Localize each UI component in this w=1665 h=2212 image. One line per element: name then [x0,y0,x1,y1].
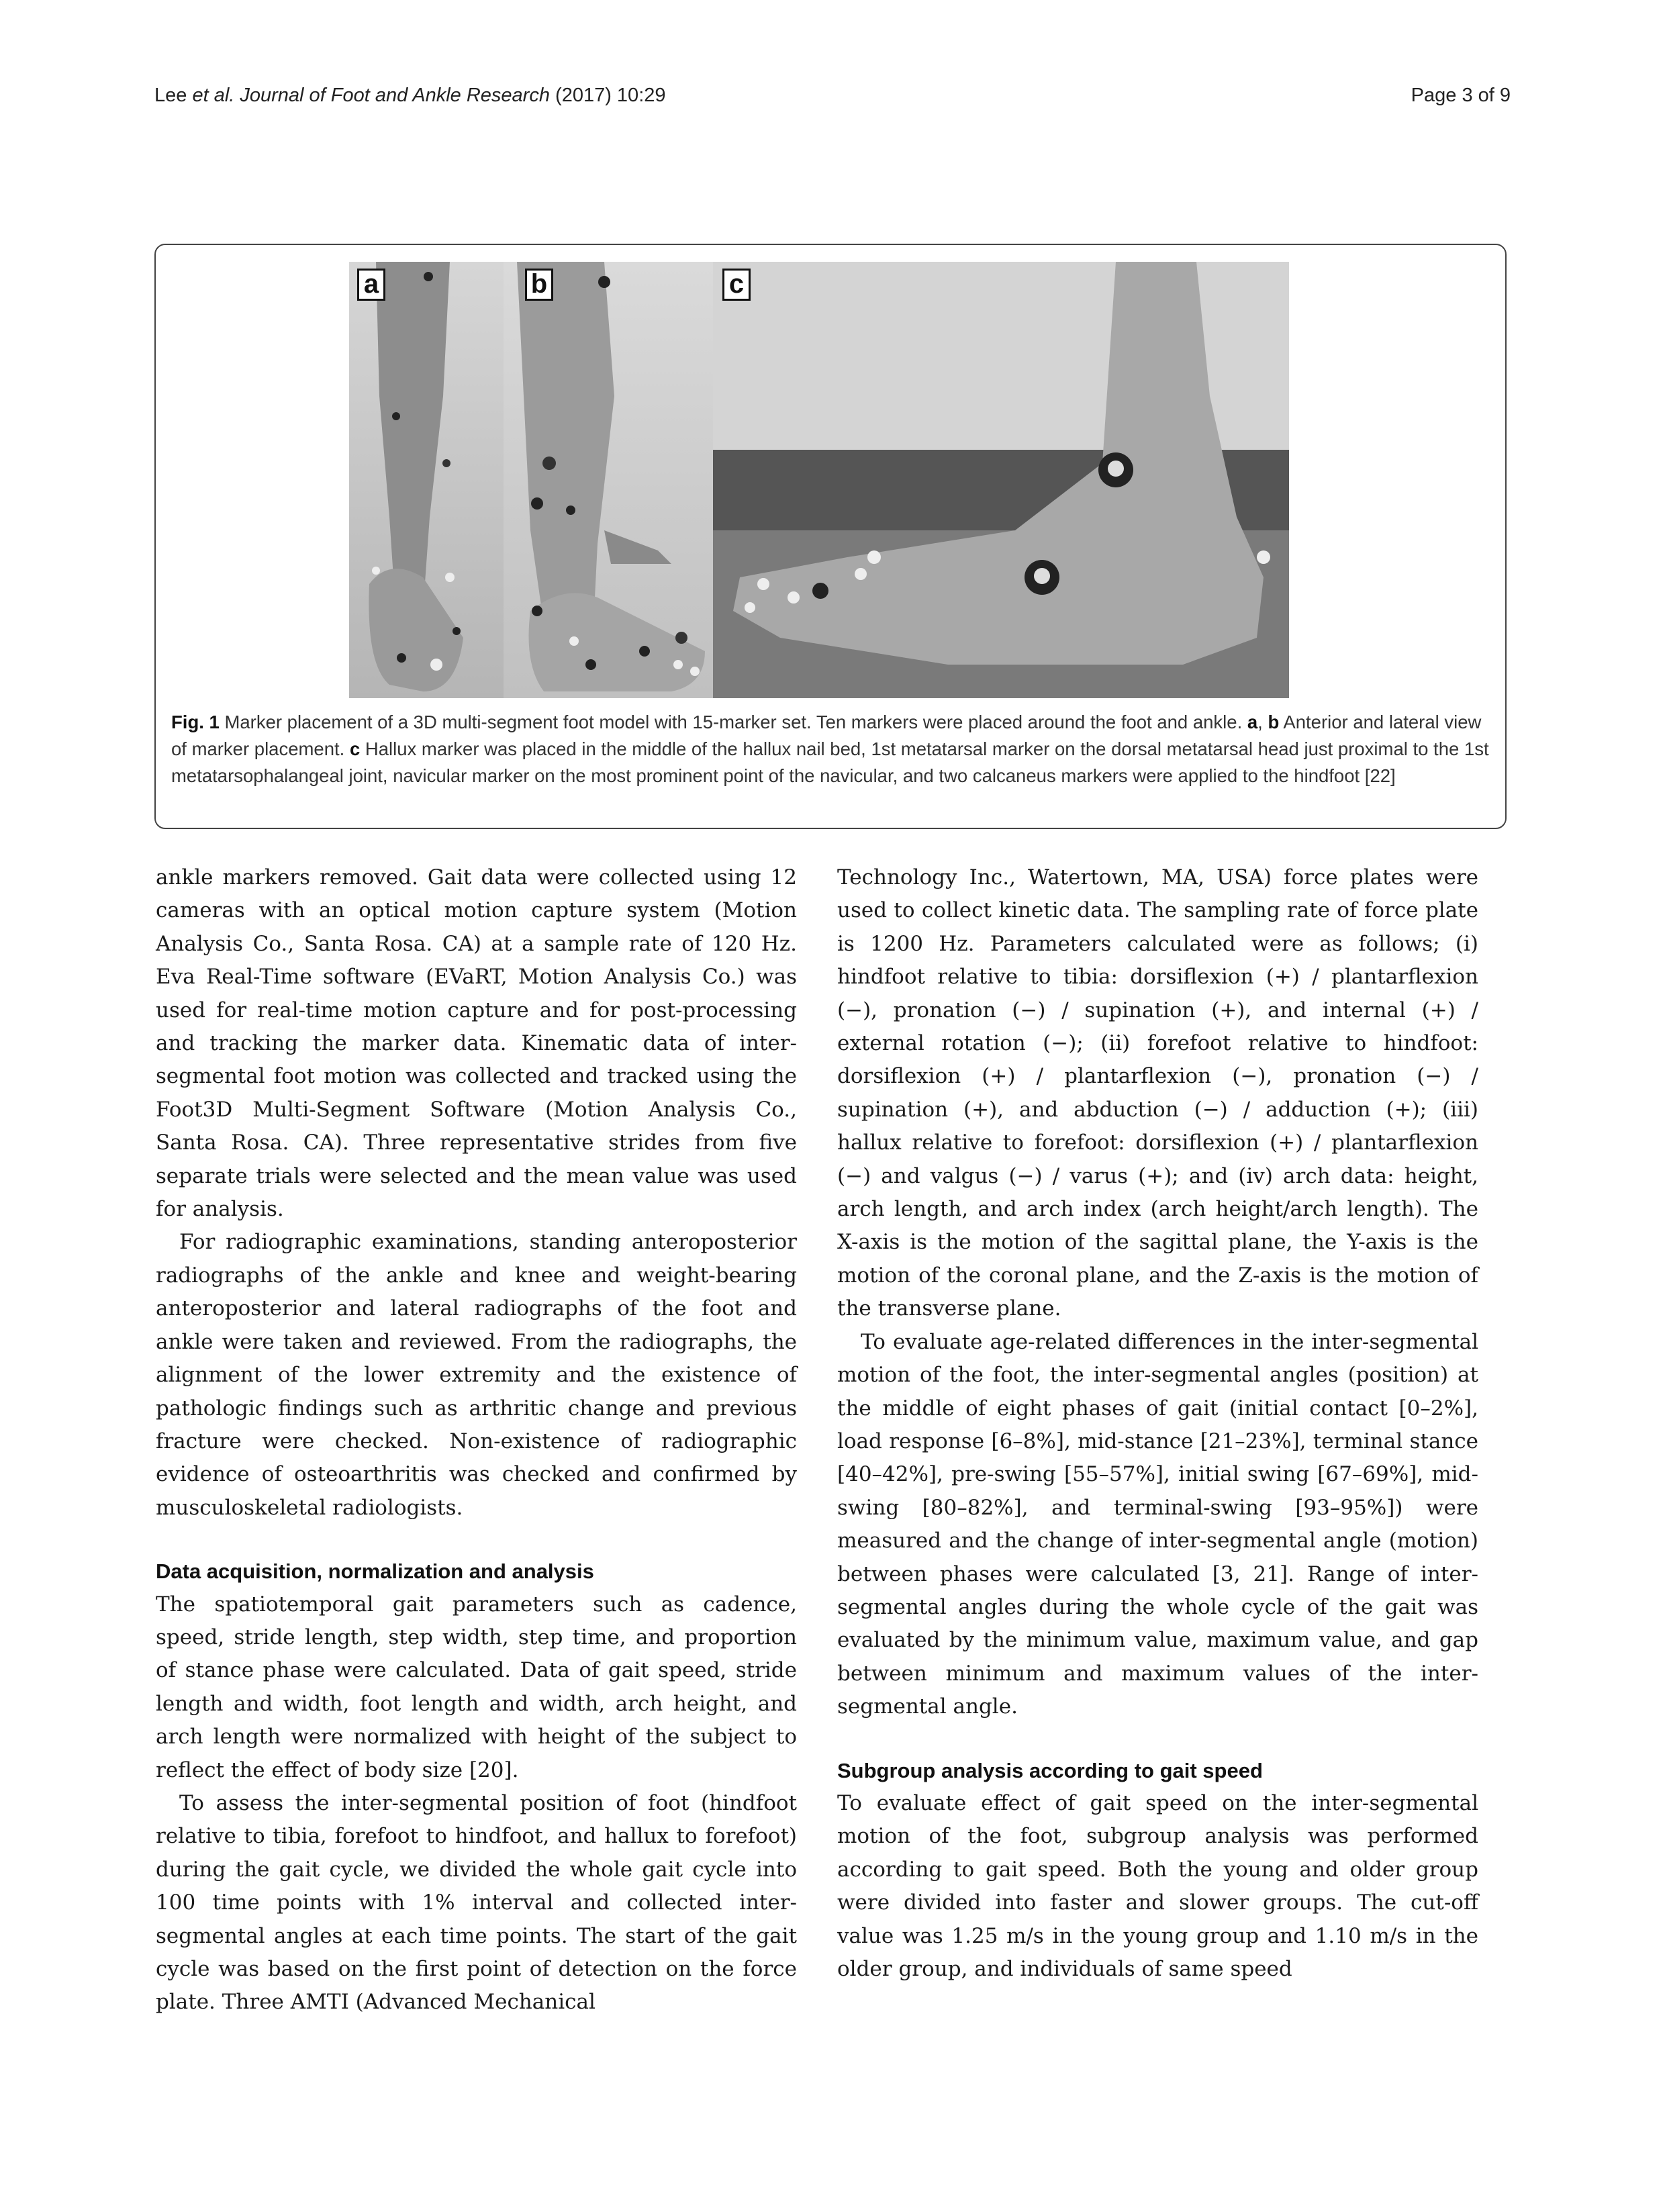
caption-label: Fig. 1 [171,712,220,732]
caption-text: Hallux marker was placed in the middle of the hallux nail bed, 1st metatarsal marker on the dorsal metatarsal head just proximal to the 1st metatarsophalangeal joint, navicular marker on the most prominent point of the navicular, and two calcaneus markers were applied to the hindfoot [22] [171,738,1489,786]
page-number: Page 3 of 9 [1411,85,1511,106]
figure-photo [349,262,1289,698]
panel-label-a: a [357,269,385,301]
paragraph: ankle markers removed. Gait data were collected using 12 cameras with an optical motion capture system (Motion Analysis Co., Santa Rosa. CA) at a sample rate of 120 Hz. Eva Real-Time software (EVaRT, Motion Analysis Co.) was used for real-time motion capture and for post-processing and tracking the marker data. Kinematic data of inter-segmental foot motion was collected and tracked using the Foot3D Multi-Segment Software (Motion Analysis Co., Santa Rosa. CA). Three representative strides from five separate trials were selected and the mean value was used for analysis. [156,865,797,1222]
figure-caption [171,709,1490,789]
paragraph: To evaluate age-related differences in the inter-segmental motion of the foot, the inter-segmental angles (position) at the middle of eight phases of gait (initial contact [0–2%], load response [6–8%], mid-stance [21–23%], terminal stance [40–42%], pre-swing [55–57%], initial swing [67–69%], mid-swing [80–82%], and terminal-swing [93–95%]) were measured and the change of inter-segmental angle (motion) between phases were calculated [3, 21]. Range of inter-segmental angles during the whole cycle of the gait was evaluated by the minimum value, maximum value, and gap between minimum and maximum values of the inter-segmental angle. [837,1329,1478,1719]
panel-label-c: c [722,269,751,301]
paragraph: Technology Inc., Watertown, MA, USA) force plates were used to collect kinetic data. The sampling rate of force plate is 1200 Hz. Parameters calculated were as follows; (i) hindfoot relative to tibia: dorsiflexion (+) / plantarflexion (−), pronation (−) / supination (+), and internal (+) / external rotation (−); (ii) forefoot relative to hindfoot: dorsiflexion (+) / plantarflexion (−), pronation (−) / supination (+), and abduction (−) / adduction (+); (iii) hallux relative to forefoot: dorsiflexion (+) / plantarflexion (−) and valgus (−) / varus (+); and (iv) arch data: height, arch length, and arch index (arch height/arch length). The X-axis is the motion of the sagittal plane, the Y-axis is the motion of the coronal plane, and the Z-axis is the motion of the transverse plane. [837,865,1478,1321]
journal-citation [154,85,666,107]
right-column [837,861,1478,1986]
left-column [156,861,797,2019]
caption-separator: , [1257,712,1268,732]
caption-text: Anterior and lateral view of marker placement. [171,712,1482,759]
caption-ref-c: c [349,738,361,759]
section-heading: Subgroup analysis according to gait speed [837,1758,1263,1782]
authors: Lee [154,85,187,106]
et-al: et al. [192,85,235,106]
paragraph: The spatiotemporal gait parameters such as cadence, speed, stride length, step width, step time, and proportion of stance phase were calculated. Data of gait speed, stride length and width, foot length and width, arch height, and arch length were normalized with height of the subject to reflect the effect of body size [20]. [156,1592,797,1782]
journal-name: Journal of Foot and Ankle Research [240,85,550,106]
paragraph: To assess the inter-segmental position of foot (hindfoot relative to tibia, forefoot to hindfoot, and hallux to forefoot) during the gait cycle, we divided the whole gait cycle into 100 time points with 1% interval and collected inter-segmental angles at each time points. The start of the gait cycle was based on the first point of detection on the force plate. Three AMTI (Advanced Mechanical [156,1790,797,2015]
caption-text: Marker placement of a 3D multi-segment foot model with 15-marker set. Ten markers were placed around the foot and ankle. [219,712,1247,732]
paragraph: To evaluate effect of gait speed on the inter-segmental motion of the foot, subgroup analysis was performed according to gait speed. Both the young and older group were divided into faster and slower groups. The cut-off value was 1.25 m/s in the young group and 1.10 m/s in the older group, and individuals of same speed [837,1790,1478,1981]
citation: (2017) 10:29 [555,85,666,106]
caption-ref-b: b [1268,712,1280,732]
panel-b-photo [504,262,713,698]
panel-c-photo [713,262,1289,698]
paragraph: For radiographic examinations, standing anteroposterior radiographs of the ankle and knee and weight-bearing anteroposterior and lateral radiographs of the foot and ankle were taken and reviewed. From the radiographs, the alignment of the lower extremity and the existence of pathologic findings such as arthritic change and previous fracture were checked. Non-existence of radiographic evidence of osteoarthritis was checked and confirmed by musculoskeletal radiologists. [156,1230,797,1520]
section-heading: Data acquisition, normalization and analysis [156,1559,594,1584]
caption-ref-a: a [1247,712,1258,732]
panel-label-b: b [525,269,553,301]
panel-a-photo [349,262,504,698]
